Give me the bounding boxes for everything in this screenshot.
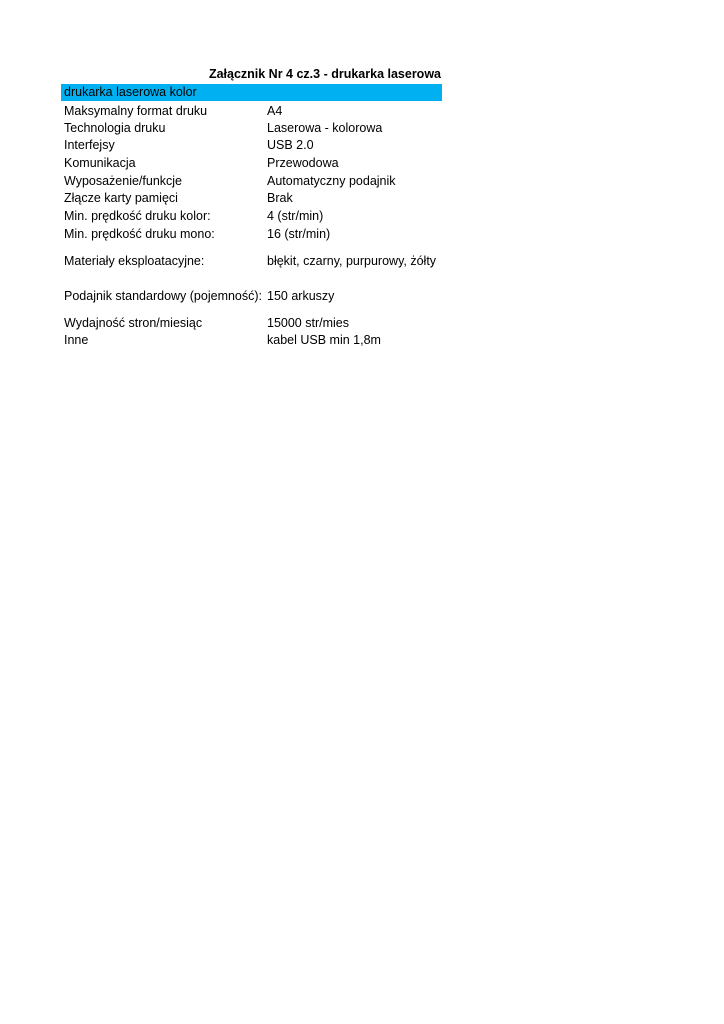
spec-label: Min. prędkość druku kolor: <box>64 209 211 223</box>
spec-value: USB 2.0 <box>267 138 314 152</box>
spec-label: Technologia druku <box>64 121 166 135</box>
section-header: drukarka laserowa kolor <box>61 84 442 101</box>
spec-value: błękit, czarny, purpurowy, żółty <box>267 254 437 268</box>
spec-value: 15000 str/mies <box>267 316 349 330</box>
spec-value: Przewodowa <box>267 156 339 170</box>
spec-value: Automatyczny podajnik <box>267 174 396 188</box>
spec-label: Wyposażenie/funkcje <box>64 174 183 188</box>
spec-label: Komunikacja <box>64 156 136 170</box>
spec-value: Brak <box>267 191 293 205</box>
spec-value: 16 (str/min) <box>267 227 331 241</box>
spec-value: 4 (str/min) <box>267 209 324 223</box>
spec-label: Maksymalny format druku <box>64 104 208 118</box>
spec-label: Min. prędkość druku mono: <box>64 227 215 241</box>
spec-label: Interfejsy <box>64 138 115 152</box>
spec-value: Laserowa - kolorowa <box>267 121 383 135</box>
spec-value: kabel USB min 1,8m <box>267 333 381 347</box>
spec-value: 150 arkuszy <box>267 289 335 303</box>
spec-label: Podajnik standardowy (pojemność): <box>64 289 263 303</box>
spec-label: Materiały eksploatacyjne: <box>64 254 205 268</box>
spec-label: Wydajność stron/miesiąc <box>64 316 203 330</box>
spec-value: A4 <box>267 104 283 118</box>
spec-label: Złącze karty pamięci <box>64 191 178 205</box>
spec-label: Inne <box>64 333 89 347</box>
document-title: Załącznik Nr 4 cz.3 - drukarka laserowa <box>208 67 441 81</box>
